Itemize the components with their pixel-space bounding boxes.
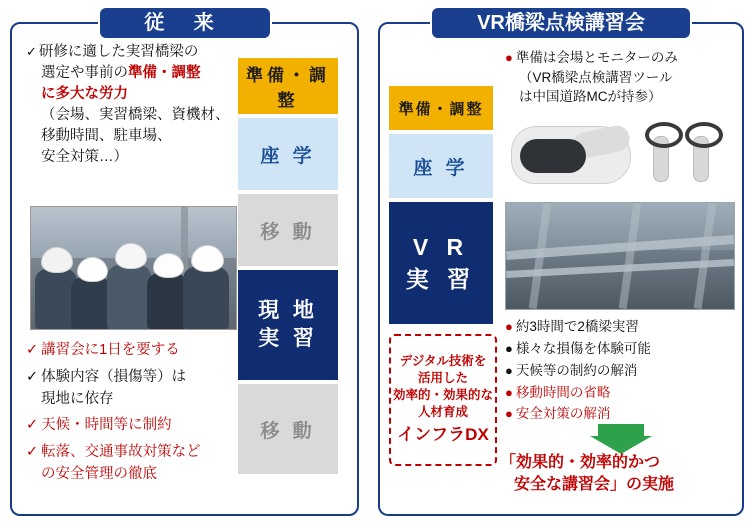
flow-conventional-lecture: 座 学 (238, 118, 338, 190)
photo-helmet (41, 247, 73, 273)
flow-field-line1: 現 地 (258, 298, 318, 322)
point-highlight-2: に多大な労力 (41, 86, 128, 103)
bottom-point-text: 転落、交通事故対策など (41, 444, 201, 460)
vr-benefit-list (505, 316, 737, 425)
conventional-bottom-points (26, 340, 244, 491)
point-line-3: （会場、実習橋梁、資機材、 (41, 107, 230, 124)
flow-field-line2: 実 習 (258, 327, 318, 350)
photo-person-body (71, 277, 111, 329)
dx-line-1: デジタル技術を (399, 354, 487, 369)
bullet-icon: ● (505, 319, 513, 334)
flow-conventional-move-1: 移 動 (238, 194, 338, 266)
flow-conventional-prep: 準備・調整 (238, 58, 338, 114)
benefit-item (505, 360, 737, 382)
bullet-icon: ● (505, 384, 513, 400)
controller-ring (685, 122, 723, 148)
dx-line-2: 活用した (417, 371, 468, 386)
bottom-point (26, 442, 244, 486)
dx-line-4: 人材育成 (417, 404, 468, 419)
check-icon: ✓ (26, 368, 39, 385)
bottom-point (26, 340, 244, 362)
benefit-text: 約3時間で2橋梁実習 (515, 319, 639, 334)
photo-helmet (77, 257, 108, 282)
benefit-item (505, 338, 737, 360)
dx-line-3: 効率的・効果的な (392, 388, 493, 403)
photo-helmet (153, 253, 184, 278)
flow-conventional-field (238, 270, 338, 380)
flow-conventional-move-2: 移 動 (238, 384, 338, 474)
panel-conventional-title: 従 来 (100, 8, 270, 38)
panel-vr-title: VR橋梁点検講習会 (432, 8, 690, 38)
benefit-item (505, 403, 737, 425)
bottom-point (26, 367, 244, 411)
point-highlight-1: 準備・調整 (128, 65, 201, 82)
bottom-point-text-2: の安全管理の徹底 (41, 465, 157, 482)
bottom-point-text: 天候・時間等に制約 (41, 417, 172, 434)
check-icon: ✓ (26, 342, 39, 358)
photo-person-body (107, 265, 151, 329)
photo-person-body (183, 267, 229, 329)
vr-conclusion (500, 452, 740, 497)
conclusion-line-2: 安全な講習会」の実施 (514, 476, 675, 494)
bullet-icon: ● (505, 340, 513, 356)
vr-top-points (505, 48, 733, 107)
benefit-text: 移動時間の省略 (515, 384, 611, 400)
bottom-point-text: 体験内容（損傷等）は (41, 368, 187, 385)
check-icon: ✓ (26, 44, 37, 59)
benefit-text: 安全対策の解消 (515, 406, 611, 422)
infra-dx-box (389, 334, 497, 466)
training-photo (30, 206, 237, 330)
bottom-point-text: 講習会に1日を要する (41, 342, 180, 358)
conventional-top-points (26, 42, 238, 168)
point-line-1: 研修に適した実習橋梁の (38, 44, 199, 60)
vr-top-point (505, 68, 733, 88)
point-line-4: 移動時間、駐車場、 (41, 128, 172, 145)
point-line-2: 選定や事前の (41, 65, 128, 82)
green-arrow-icon (590, 424, 652, 454)
photo-person-body (147, 273, 187, 329)
benefit-text: 様々な損傷を体験可能 (515, 340, 651, 356)
flow-vr-line1: V R (412, 233, 470, 260)
benefit-text: 天候等の制約の解消 (515, 362, 638, 378)
flow-vr-prep: 準備・調整 (389, 86, 493, 130)
controller-ring (645, 122, 683, 148)
point-line-5: 安全対策…） (41, 149, 128, 166)
benefit-item (505, 382, 737, 404)
vr-headset-icon (511, 126, 631, 184)
flow-vr-lecture: 座 学 (389, 134, 493, 198)
flow-vr-practice (389, 202, 493, 324)
vr-top-point-text: 準備は会場とモニターのみ (515, 50, 678, 65)
vr-top-point-text: （VR橋梁点検講習ツール (519, 69, 673, 85)
check-icon: ✓ (26, 417, 39, 434)
vr-top-point (505, 48, 733, 68)
bullet-icon: ● (505, 406, 513, 422)
photo-helmet (191, 245, 224, 272)
bottom-point (26, 415, 244, 437)
check-icon: ✓ (26, 444, 39, 460)
benefit-item (505, 316, 737, 338)
flow-vr-line2: 実 習 (405, 266, 477, 292)
headset-lens-housing (520, 139, 586, 173)
photo-helmet (115, 243, 147, 269)
bottom-point-text-2: 現地に依存 (41, 390, 114, 407)
bullet-icon: ● (505, 362, 513, 378)
vr-headset-photo (505, 110, 733, 198)
vr-top-point (505, 87, 733, 107)
bridge-inspection-photo (505, 202, 735, 310)
vr-controller-icon (645, 122, 675, 182)
dx-headline: インフラDX (397, 424, 489, 444)
vr-top-point-text: は中国道路MCが持参） (519, 89, 662, 105)
vr-controller-icon (685, 122, 715, 182)
conclusion-line-1: 「効果的・効率的かつ (500, 454, 661, 471)
bullet-icon: ● (505, 50, 513, 65)
